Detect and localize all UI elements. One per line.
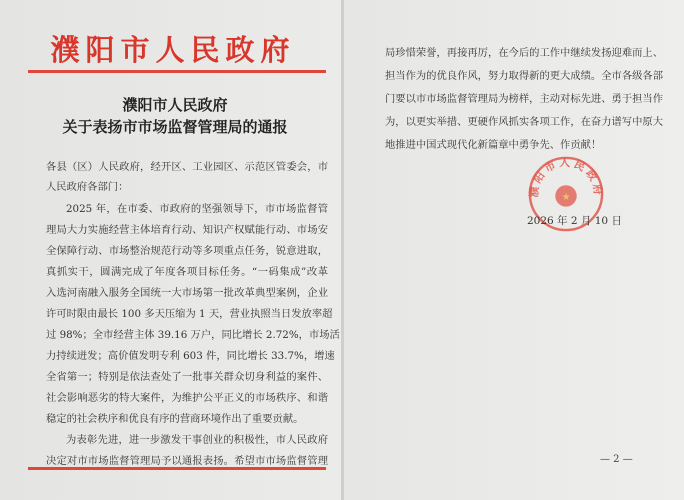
body-line: 为表彰先进，进一步激发干事创业的积极性，市人民政府 bbox=[66, 434, 328, 446]
body-line: 门要以市市场监督管理局为榜样，主动对标先进、勇于担当作 bbox=[385, 93, 664, 105]
body-line: 理局大力实施经营主体培育行动、知识产权赋能行动、市场安 bbox=[46, 224, 328, 236]
doc-title-line1: 濮阳市人民政府 bbox=[122, 96, 228, 114]
body-line: 真抓实干，圆满完成了年度各项目标任务。“一码集成”改革 bbox=[46, 266, 328, 278]
svg-text:★: ★ bbox=[561, 191, 571, 203]
header-divider bbox=[28, 70, 326, 73]
salutation-line: 人民政府各部门： bbox=[46, 181, 129, 193]
footer-divider bbox=[28, 467, 326, 470]
body-line: 为，以更实举措、更硬作风抓实各项工作，在奋力谱写中原大 bbox=[385, 116, 664, 128]
body-line: 局珍惜荣誉，再接再厉，在今后的工作中继续发扬迎难而上、 bbox=[385, 47, 664, 59]
red-header: 濮阳市人民政府 bbox=[50, 33, 296, 67]
svg-text:濮阳市人民政府: 濮阳市人民政府 bbox=[527, 156, 605, 199]
doc-title-line2: 关于表扬市市场监督管理局的通报 bbox=[62, 118, 288, 136]
body-line: 决定对市市场监督管理局予以通报表扬。希望市市场监督管理 bbox=[46, 455, 328, 467]
body-line: 社会影响恶劣的特大案件，为维护公平正义的市场秩序、和谐 bbox=[46, 392, 328, 404]
body-line: 担当作为的优良作风，努力取得新的更大成绩。全市各级各部 bbox=[385, 70, 664, 82]
body-line: 2025 年，在市委、市政府的坚强领导下，市市场监督管 bbox=[66, 203, 328, 215]
issue-date: 2026 年 2 月 10 日 bbox=[527, 215, 622, 227]
body-line: 力持续迸发；高价值发明专利 603 件，同比增长 33.7%，增速 bbox=[46, 350, 335, 362]
body-line: 稳定的社会秩序和优良有序的营商环境作出了重要贡献。 bbox=[46, 413, 304, 425]
body-line: 入选河南融入服务全国统一大市场第一批改革典型案例，企业 bbox=[46, 287, 328, 299]
page-number: — 2 — bbox=[600, 454, 633, 465]
body-line: 全保障行动、市场整治规范行动等多项重点任务，锐意进取， bbox=[46, 245, 328, 257]
salutation-line: 各县（区）人民政府，经开区、工业园区、示范区管委会，市 bbox=[46, 161, 328, 173]
body-line: 许可时限由最长 100 多天压缩为 1 天，营业执照当日发放率超 bbox=[46, 308, 333, 320]
body-line: 全省第一；特别是依法查处了一批事关群众切身利益的案件、 bbox=[46, 371, 328, 383]
body-line: 过 98%；全市经营主体 39.16 万户，同比增长 2.72%，市场活 bbox=[46, 329, 340, 341]
body-line: 地推进中国式现代化新篇章中勇争先、作贡献！ bbox=[385, 139, 602, 151]
